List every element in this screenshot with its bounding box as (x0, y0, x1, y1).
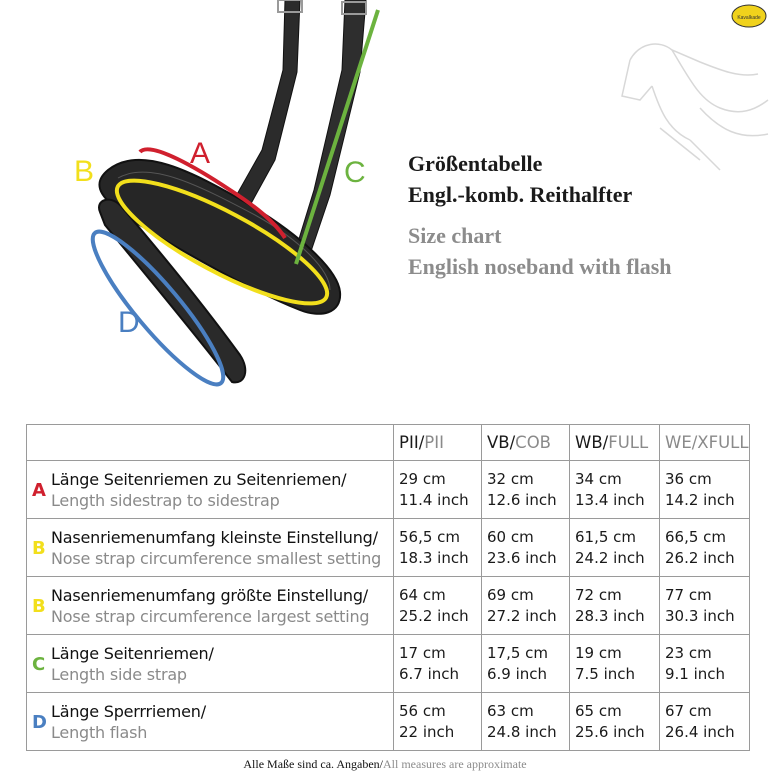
marker-C-line (296, 10, 378, 264)
title-de-2: Engl.-komb. Reithalfter (408, 182, 633, 207)
table-cell: 63 cm 24.8 inch (482, 693, 570, 751)
table-cell: 56,5 cm 18.3 inch (394, 519, 482, 577)
row-label-de: Nasenriemenumfang größte Einstellung/ (51, 586, 368, 605)
table-row (27, 577, 750, 635)
row-letter: C (32, 654, 46, 675)
row-label-en: Length flash (51, 723, 148, 742)
svg-text:Kavalkade: Kavalkade (737, 15, 761, 21)
table-cell: 60 cm 23.6 inch (482, 519, 570, 577)
marker-label-C: C (344, 156, 366, 189)
table-cell: 69 cm 27.2 inch (482, 577, 570, 635)
header-size-1: PII/PII (394, 425, 482, 461)
table-cell: 17,5 cm 6.9 inch (482, 635, 570, 693)
table-row (27, 461, 750, 519)
table-cell: 61,5 cm 24.2 inch (570, 519, 660, 577)
title-de-1: Größentabelle (408, 151, 543, 176)
row-label (27, 461, 394, 519)
row-label (27, 577, 394, 635)
table-cell: 56 cm 22 inch (394, 693, 482, 751)
table-row (27, 693, 750, 751)
table-cell: 32 cm 12.6 inch (482, 461, 570, 519)
footer-de: Alle Maße sind ca. Angaben/ (243, 757, 384, 771)
row-label-de: Länge Seitenriemen zu Seitenriemen/ (51, 470, 347, 489)
table-cell: 29 cm 11.4 inch (394, 461, 482, 519)
table-cell: 66,5 cm 26.2 inch (660, 519, 750, 577)
row-letter: A (32, 480, 46, 501)
header-size-3: WB/FULL (570, 425, 660, 461)
row-label-en: Length side strap (51, 665, 187, 684)
table-row (27, 519, 750, 577)
table-cell: 67 cm 26.4 inch (660, 693, 750, 751)
row-label-de: Nasenriemenumfang kleinste Einstellung/ (51, 528, 378, 547)
table-cell: 19 cm 7.5 inch (570, 635, 660, 693)
row-label-de: Länge Seitenriemen/ (51, 644, 214, 663)
title-block (408, 148, 672, 282)
header-empty (27, 425, 394, 461)
table-row (27, 635, 750, 693)
row-letter: B (32, 596, 46, 617)
footer-en: All measures are approximate (383, 757, 527, 771)
table-cell: 36 cm 14.2 inch (660, 461, 750, 519)
title-en-1: Size chart (408, 223, 502, 248)
marker-label-A: A (190, 137, 211, 170)
table-cell: 34 cm 13.4 inch (570, 461, 660, 519)
marker-label-D: D (118, 306, 140, 339)
table-cell: 64 cm 25.2 inch (394, 577, 482, 635)
row-letter: B (32, 538, 46, 559)
cheek-strap-right (290, 0, 366, 272)
header-size-2: VB/COB (482, 425, 570, 461)
row-letter: D (32, 712, 47, 733)
brand-logo (731, 4, 767, 28)
table-cell: 23 cm 9.1 inch (660, 635, 750, 693)
row-label-en: Nose strap circumference largest setting (51, 607, 370, 626)
marker-label-B: B (74, 155, 95, 188)
table-cell: 65 cm 25.6 inch (570, 693, 660, 751)
table-cell: 72 cm 28.3 inch (570, 577, 660, 635)
size-table (26, 424, 750, 751)
row-label-en: Length sidestrap to sidestrap (51, 491, 280, 510)
title-en-2: English noseband with flash (408, 254, 672, 279)
header-size-4: WE/XFULL (660, 425, 750, 461)
row-label (27, 635, 394, 693)
row-label-en: Nose strap circumference smallest setting (51, 549, 382, 568)
size-header-row (27, 425, 750, 461)
table-cell: 77 cm 30.3 inch (660, 577, 750, 635)
table-cell: 17 cm 6.7 inch (394, 635, 482, 693)
row-label (27, 519, 394, 577)
row-label (27, 693, 394, 751)
row-label-de: Länge Sperrriemen/ (51, 702, 206, 721)
